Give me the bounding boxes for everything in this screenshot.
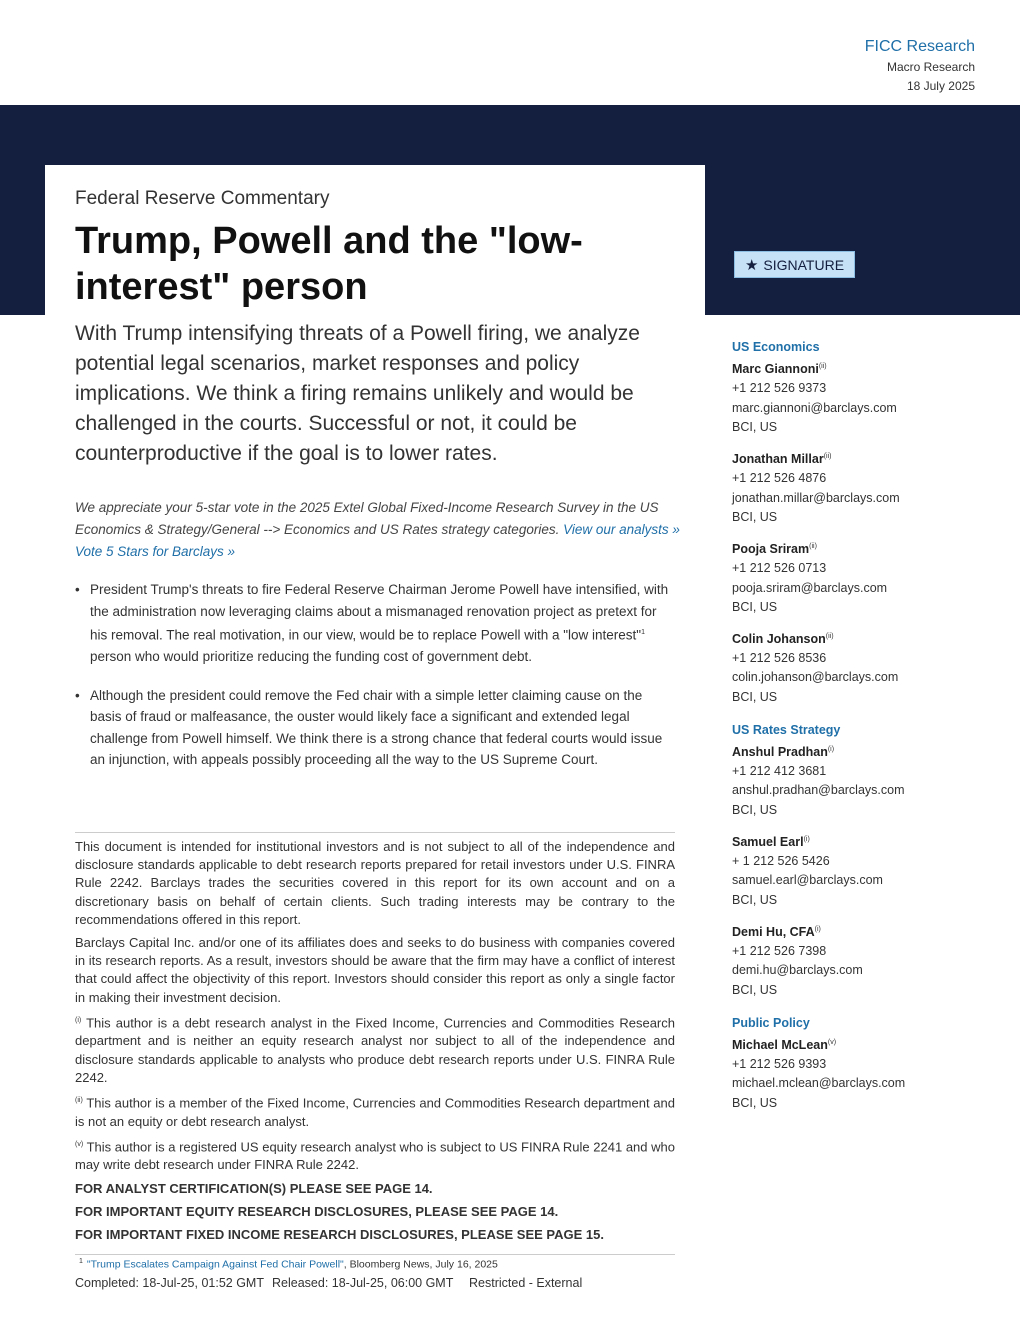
analyst-email[interactable]: pooja.sriram@barclays.com	[732, 580, 888, 595]
analyst-entity: BCI, US	[732, 599, 778, 614]
analyst-card	[732, 357, 982, 437]
analyst-mark: (v)	[827, 1038, 837, 1046]
analyst-entity: BCI, US	[732, 802, 778, 817]
analyst-mark: (i)	[803, 835, 810, 843]
section-heading: Public Policy	[732, 1015, 810, 1030]
analyst-mark: (i)	[827, 745, 835, 753]
restriction-label: Restricted - External	[469, 1276, 583, 1290]
analyst-phone: +1 212 412 3681	[732, 764, 827, 779]
analyst-name: Michael McLean	[732, 1037, 828, 1052]
analyst-mark: (ii)	[809, 542, 817, 550]
analyst-card	[732, 627, 982, 707]
author-note	[75, 1012, 675, 1087]
analyst-email[interactable]: samuel.earl@barclays.com	[732, 873, 883, 888]
analyst-card	[732, 1033, 982, 1113]
note-mark: (v)	[75, 1140, 84, 1148]
vote-text: We appreciate your 5-star vote in the 2025 Extel Global Fixed-Income Research Survey in the US Economics & Strategy/General --> Economics and US Rates strategy categories.	[75, 500, 659, 537]
analyst-name: Anshul Pradhan	[732, 745, 828, 760]
analyst-entity: BCI, US	[732, 982, 778, 997]
analyst-mark: (ii)	[823, 452, 832, 460]
analyst-email[interactable]: marc.giannoni@barclays.com	[732, 400, 897, 415]
footnote	[75, 1254, 675, 1271]
section-heading: US Economics	[732, 340, 820, 354]
analyst-phone: +1 212 526 9393	[732, 1057, 827, 1072]
analyst-group	[732, 1014, 982, 1113]
bullet-text: President Trump's threats to fire Federal Reserve Chairman Jerome Powell have intensified, with the administration now leveraging claims about a mismanaged renovation project as pretext for his removal. The real motivation, in our view, would be to replace Powell with a "low interest"	[90, 582, 669, 643]
star-icon: ★	[744, 256, 759, 274]
analyst-card	[732, 447, 982, 527]
signature-badge	[734, 251, 855, 278]
note-text: This author is a debt research analyst in the Fixed Income, Currencies and Commodities Research department and is neither an equity research analyst nor subject to all of the independence and disclosure standards applicable to analysts who produce debt research reports under U.S. FINRA Rule 2242.	[75, 1015, 675, 1085]
analyst-entity: BCI, US	[732, 892, 778, 907]
analyst-mark: (i)	[814, 925, 821, 933]
analyst-phone: +1 212 526 8536	[732, 651, 827, 666]
fixed-income-disclosure-notice: FOR IMPORTANT FIXED INCOME RESEARCH DISCLOSURES, PLEASE SEE PAGE 15.	[75, 1227, 604, 1243]
analyst-email[interactable]: michael.mclean@barclays.com	[732, 1076, 906, 1091]
report-kicker: Federal Reserve Commentary	[75, 188, 330, 209]
disclosure-paragraph: Barclays Capital Inc. and/or one of its affiliates does and seeks to do business with companies covered in its research reports. As a result, investors should be aware that the firm may have a conflict of interest that could affect the objectivity of this report. Investors should consider this report as only a single factor in making their investment decision.	[75, 935, 675, 1005]
report-date: 18 July 2025	[906, 79, 975, 93]
signature-label: SIGNATURE	[763, 256, 845, 273]
analyst-name: Marc Giannoni	[732, 362, 819, 377]
disclosure-paragraph: This document is intended for institutional investors and is not subject to all of the independence and disclosure standards applicable to debt research reports prepared for retail investors under U.S. FINRA Rule 2242. Barclays trades the securities covered in this report for its own account and on a discretionary basis on behalf of certain clients. Such trading interests may be contrary to the recommendations offered in this report.	[75, 839, 675, 927]
analyst-name: Demi Hu, CFA	[732, 924, 815, 939]
bullet-point	[75, 579, 675, 668]
released-time: Released: 18-Jul-25, 06:00 GMT	[272, 1276, 454, 1290]
view-analysts-link[interactable]: View our analysts »	[563, 522, 680, 537]
brand-name: FICC Research	[864, 38, 975, 55]
analyst-email[interactable]: anshul.pradhan@barclays.com	[732, 783, 905, 798]
analyst-name: Colin Johanson	[732, 632, 826, 647]
analyst-phone: + 1 212 526 5426	[732, 854, 830, 869]
analyst-card	[732, 537, 982, 617]
analyst-card	[732, 920, 982, 1000]
division-name: Macro Research	[886, 60, 975, 74]
analyst-entity: BCI, US	[732, 509, 778, 524]
analyst-mark: (ii)	[818, 363, 827, 370]
bullet-point: • Although the president could remove the Fed chair with a simple letter claiming cause on the basis of fraud or malfeasance, the ouster would likely face a significant and extended legal challenge from Powell himself. We think there is a strong chance that federal courts would issue an injunction, with appeals possibly proceeding all the way to the US Supreme Court.	[75, 685, 675, 771]
note-text: This author is a registered US equity research analyst who is subject to US FINRA Rule 2241 and who may write debt research under FINRA Rule 2242.	[75, 1139, 675, 1173]
bullet-text-cont: person who would prioritize reducing the funding cost of government debt.	[90, 649, 533, 664]
author-note	[75, 1092, 675, 1131]
footnote-source: , Bloomberg News, July 16, 2025	[343, 1258, 498, 1271]
header-meta	[865, 36, 975, 96]
note-mark: (ii)	[75, 1096, 83, 1104]
note-text: This author is a member of the Fixed Income, Currencies and Commodities Research department and is not an equity or debt research analyst.	[75, 1095, 675, 1129]
analyst-email[interactable]: jonathan.millar@barclays.com	[732, 490, 900, 505]
certification-notice: FOR ANALYST CERTIFICATION(S) PLEASE SEE PAGE 14.	[75, 1181, 433, 1197]
equity-disclosure-notice: FOR IMPORTANT EQUITY RESEARCH DISCLOSURES, PLEASE SEE PAGE 14.	[75, 1204, 559, 1220]
analyst-name: Samuel Earl	[732, 835, 804, 849]
status-line	[75, 1276, 582, 1290]
analyst-entity: BCI, US	[732, 689, 778, 704]
footnote-ref[interactable]: 1	[641, 629, 646, 636]
analyst-mark: (ii)	[825, 632, 834, 640]
analyst-email[interactable]: demi.hu@barclays.com	[732, 963, 863, 978]
analyst-card	[732, 830, 982, 910]
vote-link[interactable]: Vote 5 Stars for Barclays »	[75, 544, 236, 559]
analyst-sidebar	[732, 338, 982, 1127]
completed-time: Completed: 18-Jul-25, 01:52 GMT	[75, 1276, 264, 1290]
vote-paragraph	[75, 497, 680, 563]
analyst-card	[732, 740, 982, 820]
footnote-link[interactable]: "Trump Escalates Campaign Against Fed Chair Powell"	[86, 1258, 344, 1271]
analyst-phone: +1 212 526 9373	[732, 381, 827, 396]
analyst-group	[732, 721, 982, 1000]
footnote-mark: 1	[79, 1258, 83, 1265]
report-title: Trump, Powell and the "low-interest" person	[75, 220, 583, 308]
analyst-entity: BCI, US	[732, 419, 778, 434]
report-summary: With Trump intensifying threats of a Powell firing, we analyze potential legal scenarios, market responses and policy implications. We think a firing remains unlikely and would be challenged in the courts. Successful or not, it could be counterproductive if the goal is to lower rates.	[75, 322, 640, 465]
note-mark: (i)	[75, 1016, 82, 1024]
analyst-phone: +1 212 526 7398	[732, 944, 827, 959]
section-heading: US Rates Strategy	[732, 722, 841, 737]
disclosures	[75, 832, 675, 1248]
analyst-entity: BCI, US	[732, 1095, 778, 1110]
analyst-name: Pooja Sriram	[732, 542, 810, 557]
author-note	[75, 1136, 675, 1175]
analyst-phone: +1 212 526 4876	[732, 471, 827, 486]
analyst-phone: +1 212 526 0713	[732, 561, 827, 576]
analyst-name: Jonathan Millar	[732, 452, 824, 467]
key-points	[75, 579, 675, 788]
analyst-email[interactable]: colin.johanson@barclays.com	[732, 670, 899, 685]
analyst-group	[732, 338, 982, 707]
